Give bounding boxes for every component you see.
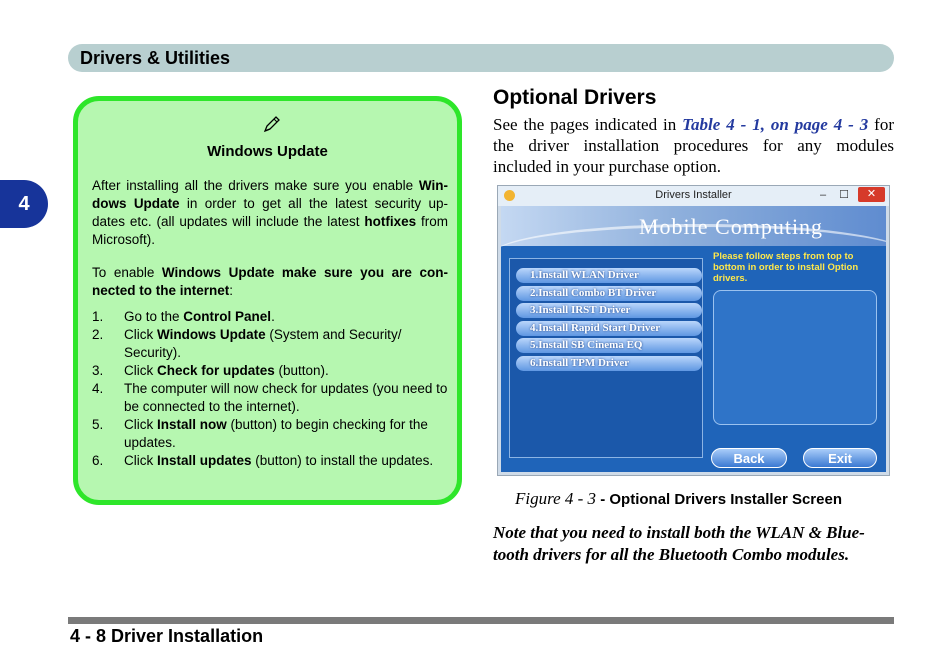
pencil-icon [261, 115, 281, 135]
step-item [92, 326, 452, 362]
steps-list [92, 308, 452, 470]
figure-caption [515, 489, 842, 509]
step-bold-text: Windows Update [157, 327, 266, 342]
note-bold-text: dows Update [92, 196, 180, 211]
figure-number: Figure 4 - 3 [515, 489, 597, 508]
step-item [92, 380, 452, 416]
driver-button-panel [509, 258, 703, 458]
note-paragraph-1 [92, 177, 448, 249]
chapter-tab: 4 [0, 180, 48, 228]
step-text: . [271, 309, 275, 324]
install-driver-button[interactable]: 1.Install WLAN Driver [516, 268, 702, 283]
note-bold-text: Win- [418, 178, 448, 193]
install-driver-button[interactable]: 6.Install TPM Driver [516, 356, 702, 371]
install-driver-button[interactable]: 4.Install Rapid Start Driver [516, 321, 702, 336]
status-panel [713, 290, 877, 425]
note-box [73, 96, 462, 505]
install-driver-button[interactable]: 3.Install IRST Driver [516, 303, 702, 318]
intro-paragraph [493, 114, 894, 177]
step-number: 1. [92, 309, 104, 324]
window-body [501, 206, 886, 472]
header-bar [68, 44, 894, 72]
note-bold-text: Windows Update make sure you are con- [161, 265, 448, 280]
step-number: 5. [92, 417, 104, 432]
step-text: Click [124, 453, 157, 468]
bluetooth-note: Note that you need to install both the WLAN & Blue-tooth drivers for all the Bluetooth Combo modules. [493, 523, 865, 564]
drivers-installer-screenshot [497, 185, 890, 476]
step-bold-text: Control Panel [183, 309, 272, 324]
banner [501, 206, 886, 246]
close-icon[interactable]: ✕ [858, 187, 885, 202]
step-bold-text: Check for updates [157, 363, 275, 378]
step-bold-text: Install updates [157, 453, 252, 468]
maximize-icon[interactable]: ☐ [839, 189, 849, 201]
note-bold-text: hotfixes [364, 214, 417, 229]
step-bold-text: Install now [157, 417, 227, 432]
step-number: 6. [92, 453, 104, 468]
step-text: Go to the [124, 309, 184, 324]
step-text: Click [124, 327, 157, 342]
step-text: (button). [274, 363, 329, 378]
section-title: Optional Drivers [493, 86, 657, 109]
step-text: (button) to install the updates. [251, 453, 434, 468]
step-number: 4. [92, 381, 104, 396]
step-text: Click [124, 363, 157, 378]
step-text: The computer will now check for updates (you need to be connected to the internet). [124, 381, 448, 414]
step-text: (System and Security/ Security). [124, 327, 402, 360]
banner-text: Mobile Computing [639, 214, 824, 239]
window-title: Drivers Installer [655, 189, 732, 201]
exit-button[interactable]: Exit [803, 448, 877, 468]
install-driver-button[interactable]: 5.Install SB Cinema EQ [516, 338, 702, 353]
header-title: Drivers & Utilities [80, 48, 231, 68]
back-button[interactable]: Back [711, 448, 787, 468]
intro-text: for the driver installation procedures for any modules included in your purchase option. [493, 115, 894, 176]
instructions-text: Please follow steps from top to bottom in order to install Option drivers. [713, 251, 859, 284]
step-item [92, 452, 452, 470]
step-number: 3. [92, 363, 104, 378]
footer-rule [68, 617, 894, 624]
note-text: from Microsoft). [92, 214, 448, 247]
note-text: After installing all the drivers make sure you enable [92, 178, 419, 193]
minimize-icon[interactable]: – [819, 189, 827, 201]
table-reference-link[interactable]: Table 4 - 1, on page 4 - 3 [682, 115, 869, 134]
footer-page-label: 4 - 8 Driver Installation [70, 626, 264, 646]
note-bold-text: nected to the internet [92, 283, 230, 298]
step-item [92, 308, 452, 326]
note-text: in order to get all the latest security up- [179, 196, 448, 211]
note-text: : [229, 283, 234, 298]
note-title: Windows Update [207, 143, 328, 160]
caption-text: - Optional Drivers Installer Screen [596, 491, 842, 508]
note-text: To enable [92, 265, 162, 280]
step-text: (button) to begin checking for the updates. [124, 417, 428, 450]
install-driver-button[interactable]: 2.Install Combo BT Driver [516, 286, 702, 301]
window-titlebar [498, 186, 889, 206]
note-paragraph-2 [92, 264, 448, 300]
intro-text: See the pages indicated in [493, 115, 683, 134]
step-text: Click [124, 417, 157, 432]
step-number: 2. [92, 327, 104, 342]
note-text: dates etc. (all updates will include the latest [92, 214, 365, 229]
step-item [92, 362, 452, 380]
step-item [92, 416, 452, 452]
